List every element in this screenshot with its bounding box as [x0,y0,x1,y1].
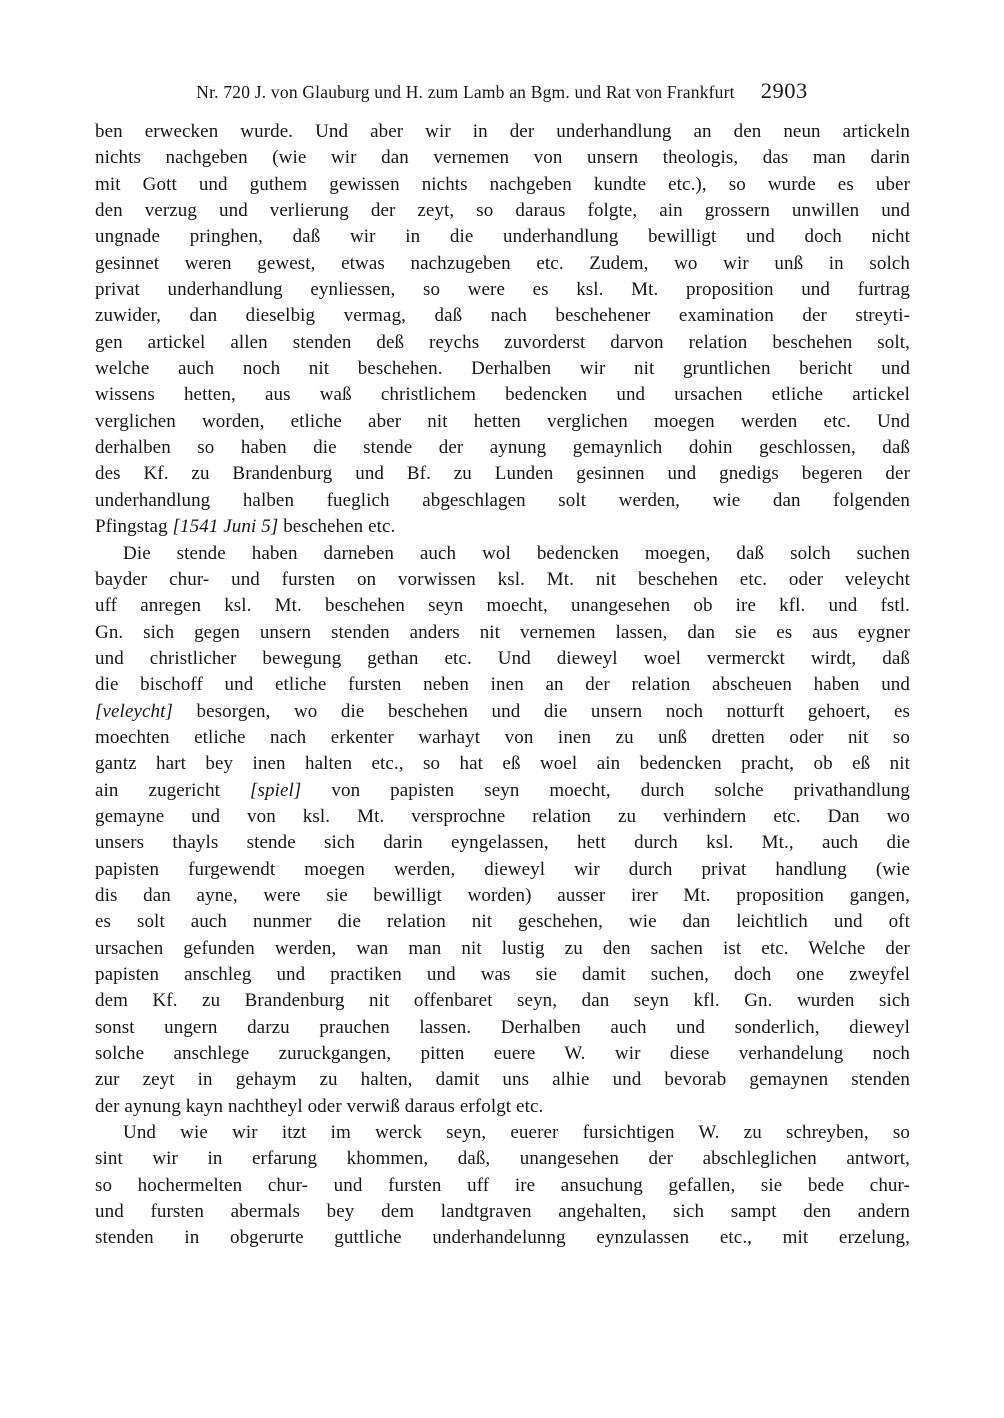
text-line: bayder chur- und fursten on vorwissen ksl. Mt. nit beschehen etc. oder veleycht [95,568,910,590]
text-line: ben erwecken wurde. Und aber wir in der underhandlung an den neun artickeln [95,121,910,142]
text-line: zuwider, dan dieselbig vermag, daß nach beschehener examination der streyti- [95,305,910,327]
text-line: underhandlung halben fueglich abgeschlagen solt werden, wie dan folgenden [95,489,910,511]
text-line: gesinnet weren gewest, etwas nachzugeben etc. Zudem, wo wir unß in solch [95,252,910,274]
text-line: solche anschlege zuruckgangen, pitten euere W. wir diese verhandelung noch [95,1043,910,1065]
text-line: Gn. sich gegen unsern stenden anders nit vernemen lassen, dan sie es aus eygner [95,621,910,643]
text-line: uff anregen ksl. Mt. beschehen seyn moecht, unangesehen ob ire kfl. und fstl. [95,595,910,617]
text-line: papisten furgewendt moegen werden, dieweyl wir durch privat handlung (wie [95,858,910,880]
text-line: ungnade pringhen, daß wir in die underhandlung bewilligt und doch nicht [95,226,910,248]
text-line: der aynung kayn nachtheyl oder verwiß daraus erfolgt etc. [95,1095,544,1117]
text-line: unsers thayls stende sich darin eyngelassen, hett durch ksl. Mt., auch die [95,832,910,854]
text-line: gen artickel allen stenden deß reychs zuvorderst darvon relation beschehen solt, [95,331,910,353]
text-line: zur zeyt in gehaym zu halten, damit uns alhie und bevorab gemaynen stenden [95,1069,910,1091]
text-line: dem Kf. zu Brandenburg nit offenbaret seyn, dan seyn kfl. Gn. wurden sich [95,990,910,1012]
text-line: des Kf. zu Brandenburg und Bf. zu Lunden gesinnen und gnedigs begeren der [95,463,910,485]
text-line: und christlicher bewegung gethan etc. Und dieweyl woel vermerckt wirdt, daß [95,647,910,669]
text-line: nichts nachgeben (wie wir dan vernemen von unsern theologis, das man darin [95,147,910,169]
text-line: Die stende haben darneben auch wol bedencken moegen, daß solch suchen [123,542,910,564]
text-line: derhalben so haben die stende der aynung gemaynlich dohin geschlossen, daß [95,437,910,459]
text-line: [veleycht] besorgen, wo die beschehen und die unsern noch notturft gehoert, es [95,700,910,722]
paragraph [95,541,910,1121]
editorial-insertion: [veleycht] [95,700,174,722]
text-line: Pfingstag [1541 Juni 5] beschehen etc. [95,516,396,538]
text-line: stenden in obgerurte guttliche underhandelunng eynzulassen etc., mit erzelung, [95,1227,910,1249]
text-line: mit Gott und guthem gewissen nichts nachgeben kundte etc.), so wurde es uber [95,173,910,195]
text-line: so hochermelten chur- und fursten uff ire ansuchung gefallen, sie bede chur- [95,1174,910,1196]
text-line: es solt auch nunmer die relation nit geschehen, wie dan leichtlich und oft [95,911,910,933]
running-header [0,78,1004,104]
text-line: die bischoff und etliche fursten neben inen an der relation abscheuen haben und [95,674,910,696]
text-line: moechten etliche nach erkenter warhayt von inen zu unß dretten oder nit so [95,726,910,748]
text-line: ain zugericht [spiel] von papisten seyn moecht, durch solche privathandlung [95,779,910,801]
text-line: ursachen gefunden werden, wan man nit lustig zu den sachen ist etc. Welche der [95,937,910,959]
text-line: gantz hart bey inen halten etc., so hat eß woel ain bedencken pracht, ob eß nit [95,753,910,775]
running-header-title: Nr. 720 J. von Glauburg und H. zum Lamb an Bgm. und Rat von Frankfurt [196,82,735,102]
text-line: privat underhandlung eynliessen, so were es ksl. Mt. proposition und furtrag [95,279,910,301]
page-body [95,119,910,1252]
editorial-insertion: [1541 Juni 5] [172,516,279,538]
text-line: sonst ungern darzu prauchen lassen. Derhalben auch und sonderlich, dieweyl [95,1016,910,1038]
text-line: Und wie wir itzt im werck seyn, euerer fursichtigen W. zu schreyben, so [123,1122,910,1144]
paragraph [95,1120,910,1252]
text-line: sint wir in erfarung khommen, daß, unangesehen der abschleglichen antwort, [95,1148,910,1170]
editorial-insertion: [spiel] [250,779,302,801]
text-line: den verzug und verlierung der zeyt, so daraus folgte, ain grossern unwillen und [95,200,910,222]
text-line: und fursten abermals bey dem landtgraven angehalten, sich sampt den andern [95,1201,910,1223]
text-line: wissens hetten, aus waß christlichem bedencken und ursachen etliche artickel [95,384,910,406]
page-number: 2903 [760,78,808,103]
text-line: gemayne und von ksl. Mt. versprochne relation zu verhindern etc. Dan wo [95,805,910,827]
text-line: papisten anschleg und practiken und was sie damit suchen, doch one zweyfel [95,964,910,985]
paragraph [95,119,910,541]
text-line: dis dan ayne, were sie bewilligt worden) ausser irer Mt. proposition gangen, [95,884,910,906]
text-line: welche auch noch nit beschehen. Derhalben wir nit gruntlichen bericht und [95,358,910,380]
text-line: verglichen worden, etliche aber nit hetten verglichen moegen werden etc. Und [95,410,910,432]
